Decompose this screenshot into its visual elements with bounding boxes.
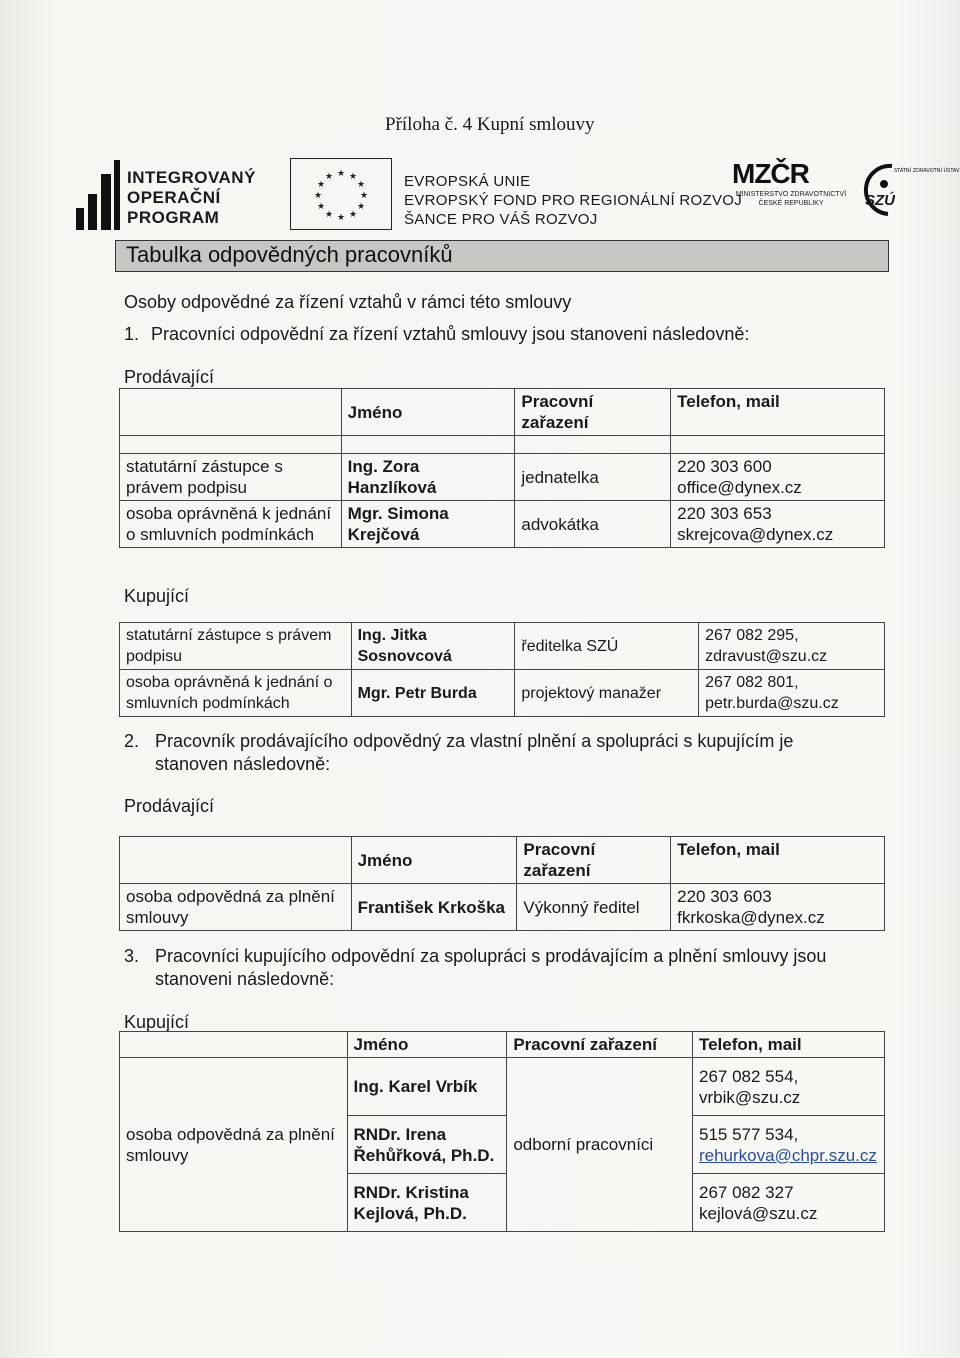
contact-cell: 220 303 653 skrejcova@dynex.cz <box>671 501 885 548</box>
role-cell: statutární zástupce s právem podpisu <box>120 454 342 501</box>
email-link[interactable]: rehurkova@chpr.szu.cz <box>698 1145 877 1165</box>
role-cell: statutární zástupce s právem podpisu <box>120 623 352 670</box>
eu-flag-icon <box>290 158 392 230</box>
header-cell <box>120 1032 348 1058</box>
section-1-text: Pracovníci odpovědní za řízení vztahů smlouvy jsou stanoveni následovně: <box>151 324 750 344</box>
section-1-number: 1. <box>124 324 140 344</box>
svg-text:★: ★ <box>356 202 366 212</box>
section-1-seller-heading: Prodávající <box>124 367 215 387</box>
header-cell: Pracovní zařazení <box>507 1032 693 1058</box>
intro-text: Osoby odpovědné za řízení vztahů v rámci této smlouvy <box>124 292 572 312</box>
name-cell: Ing. Jitka Sosnovcová <box>351 623 515 670</box>
buyer-performance-table <box>119 1031 885 1232</box>
role-cell: osoba odpovědná za plnění smlouvy <box>120 884 352 931</box>
svg-text:★: ★ <box>336 213 346 223</box>
section-3-number: 3. <box>124 946 140 966</box>
position-cell: odborní pracovníci <box>507 1058 693 1232</box>
role-cell: osoba oprávněná k jednání o smluvních podmínkách <box>120 670 352 717</box>
mzcr-mark-icon: MZČR <box>732 158 809 189</box>
position-cell: Výkonný ředitel <box>517 884 671 931</box>
role-cell: osoba oprávněná k jednání o smluvních podmínkách <box>120 501 342 548</box>
name-cell: Mgr. Petr Burda <box>351 670 515 717</box>
name-cell: RNDr. Kristina Kejlová, Ph.D. <box>347 1174 507 1232</box>
section-3-text-line1: Pracovníci kupujícího odpovědní za spolupráci s prodávajícím a plnění smlouvy jsou <box>155 946 827 966</box>
header-cell: Jméno <box>341 389 515 436</box>
position-cell: jednatelka <box>515 454 671 501</box>
header-cell: Jméno <box>351 837 517 884</box>
section-2-heading: Prodávající <box>124 796 215 816</box>
name-cell: Mgr. Simona Krejčová <box>341 501 515 548</box>
seller-contacts-table <box>119 388 885 548</box>
svg-text:★: ★ <box>316 180 326 190</box>
table-row <box>120 454 885 501</box>
szu-logo-text: SZÚ <box>865 192 895 209</box>
svg-text:STÁTNÍ ZDRAVOTNÍ ÚSTAV: STÁTNÍ ZDRAVOTNÍ ÚSTAV <box>894 168 960 174</box>
section-3-heading: Kupující <box>124 1012 190 1032</box>
contact-cell: 515 577 534, rehurkova@chpr.szu.cz <box>692 1116 884 1174</box>
szu-logo-icon <box>858 160 960 220</box>
table-row <box>120 501 885 548</box>
name-cell: František Krkoška <box>351 884 517 931</box>
header-cell <box>120 837 352 884</box>
position-cell: projektový manažer <box>515 670 699 717</box>
contact-cell: 267 082 554, vrbik@szu.cz <box>692 1058 884 1116</box>
header-cell <box>120 389 342 436</box>
section-2-number: 2. <box>124 731 140 751</box>
header-cell: Telefon, mail <box>671 389 885 436</box>
section-1-buyer-heading: Kupující <box>124 586 190 606</box>
svg-text:★: ★ <box>359 191 369 201</box>
section-2-text-line2: stanoven následovně: <box>155 754 331 774</box>
svg-text:★: ★ <box>324 172 334 182</box>
position-cell: ředitelka SZÚ <box>515 623 699 670</box>
banner-title: Tabulka odpovědných pracovníků <box>126 242 453 267</box>
name-cell: Ing. Zora Hanzlíková <box>341 454 515 501</box>
mzcr-logo: MZČR MINISTERSTVO ZDRAVOTNICTVÍ ČESKÉ REPUBLIKY <box>732 158 850 208</box>
svg-text:★: ★ <box>316 202 326 212</box>
name-cell: Ing. Karel Vrbík <box>347 1058 507 1116</box>
svg-text:★: ★ <box>348 172 358 182</box>
name-cell: RNDr. Irena Řehůřková, Ph.D. <box>347 1116 507 1174</box>
table-header-row <box>120 837 885 884</box>
position-cell: advokátka <box>515 501 671 548</box>
document-title: Příloha č. 4 Kupní smlouvy <box>385 114 595 135</box>
iop-logo-bars-icon <box>76 160 120 230</box>
section-banner <box>115 240 889 272</box>
header-cell: Telefon, mail <box>692 1032 884 1058</box>
header-cell: Pracovní zařazení <box>515 389 671 436</box>
seller-performance-table <box>119 836 885 931</box>
table-row <box>120 623 885 670</box>
contact-cell: 267 082 327 kejlová@szu.cz <box>692 1174 884 1232</box>
table-row <box>120 1058 885 1116</box>
eu-logo-text: EVROPSKÁ UNIE EVROPSKÝ FOND PRO REGIONÁLNÍ ROZVOJ ŠANCE PRO VÁŠ ROZVOJ <box>404 173 743 228</box>
contact-cell: 220 303 600 office@dynex.cz <box>671 454 885 501</box>
svg-text:★: ★ <box>348 210 358 220</box>
svg-text:★: ★ <box>336 169 346 179</box>
svg-text:★: ★ <box>324 210 334 220</box>
section-3-text-line2: stanoveni následovně: <box>155 969 335 989</box>
contact-cell: 267 082 801, petr.burda@szu.cz <box>699 670 885 717</box>
svg-text:★: ★ <box>313 191 323 201</box>
spacer-row <box>120 436 885 454</box>
header-cell: Pracovní zařazení <box>517 837 671 884</box>
contact-cell: 220 303 603 fkrkoska@dynex.cz <box>671 884 885 931</box>
svg-text:★: ★ <box>356 180 366 190</box>
table-row <box>120 670 885 717</box>
table-header-row <box>120 389 885 436</box>
table-header-row <box>120 1032 885 1058</box>
header-cell: Jméno <box>347 1032 507 1058</box>
section-2-text-line1: Pracovník prodávajícího odpovědný za vlastní plnění a spolupráci s kupujícím je <box>155 731 794 751</box>
role-cell: osoba odpovědná za plnění smlouvy <box>120 1058 348 1232</box>
buyer-contacts-table <box>119 622 885 717</box>
contact-cell: 267 082 295, zdravust@szu.cz <box>699 623 885 670</box>
iop-logo-text: INTEGROVANÝ OPERAČNÍ PROGRAM <box>127 168 256 227</box>
header-cell: Telefon, mail <box>671 837 885 884</box>
table-row <box>120 884 885 931</box>
